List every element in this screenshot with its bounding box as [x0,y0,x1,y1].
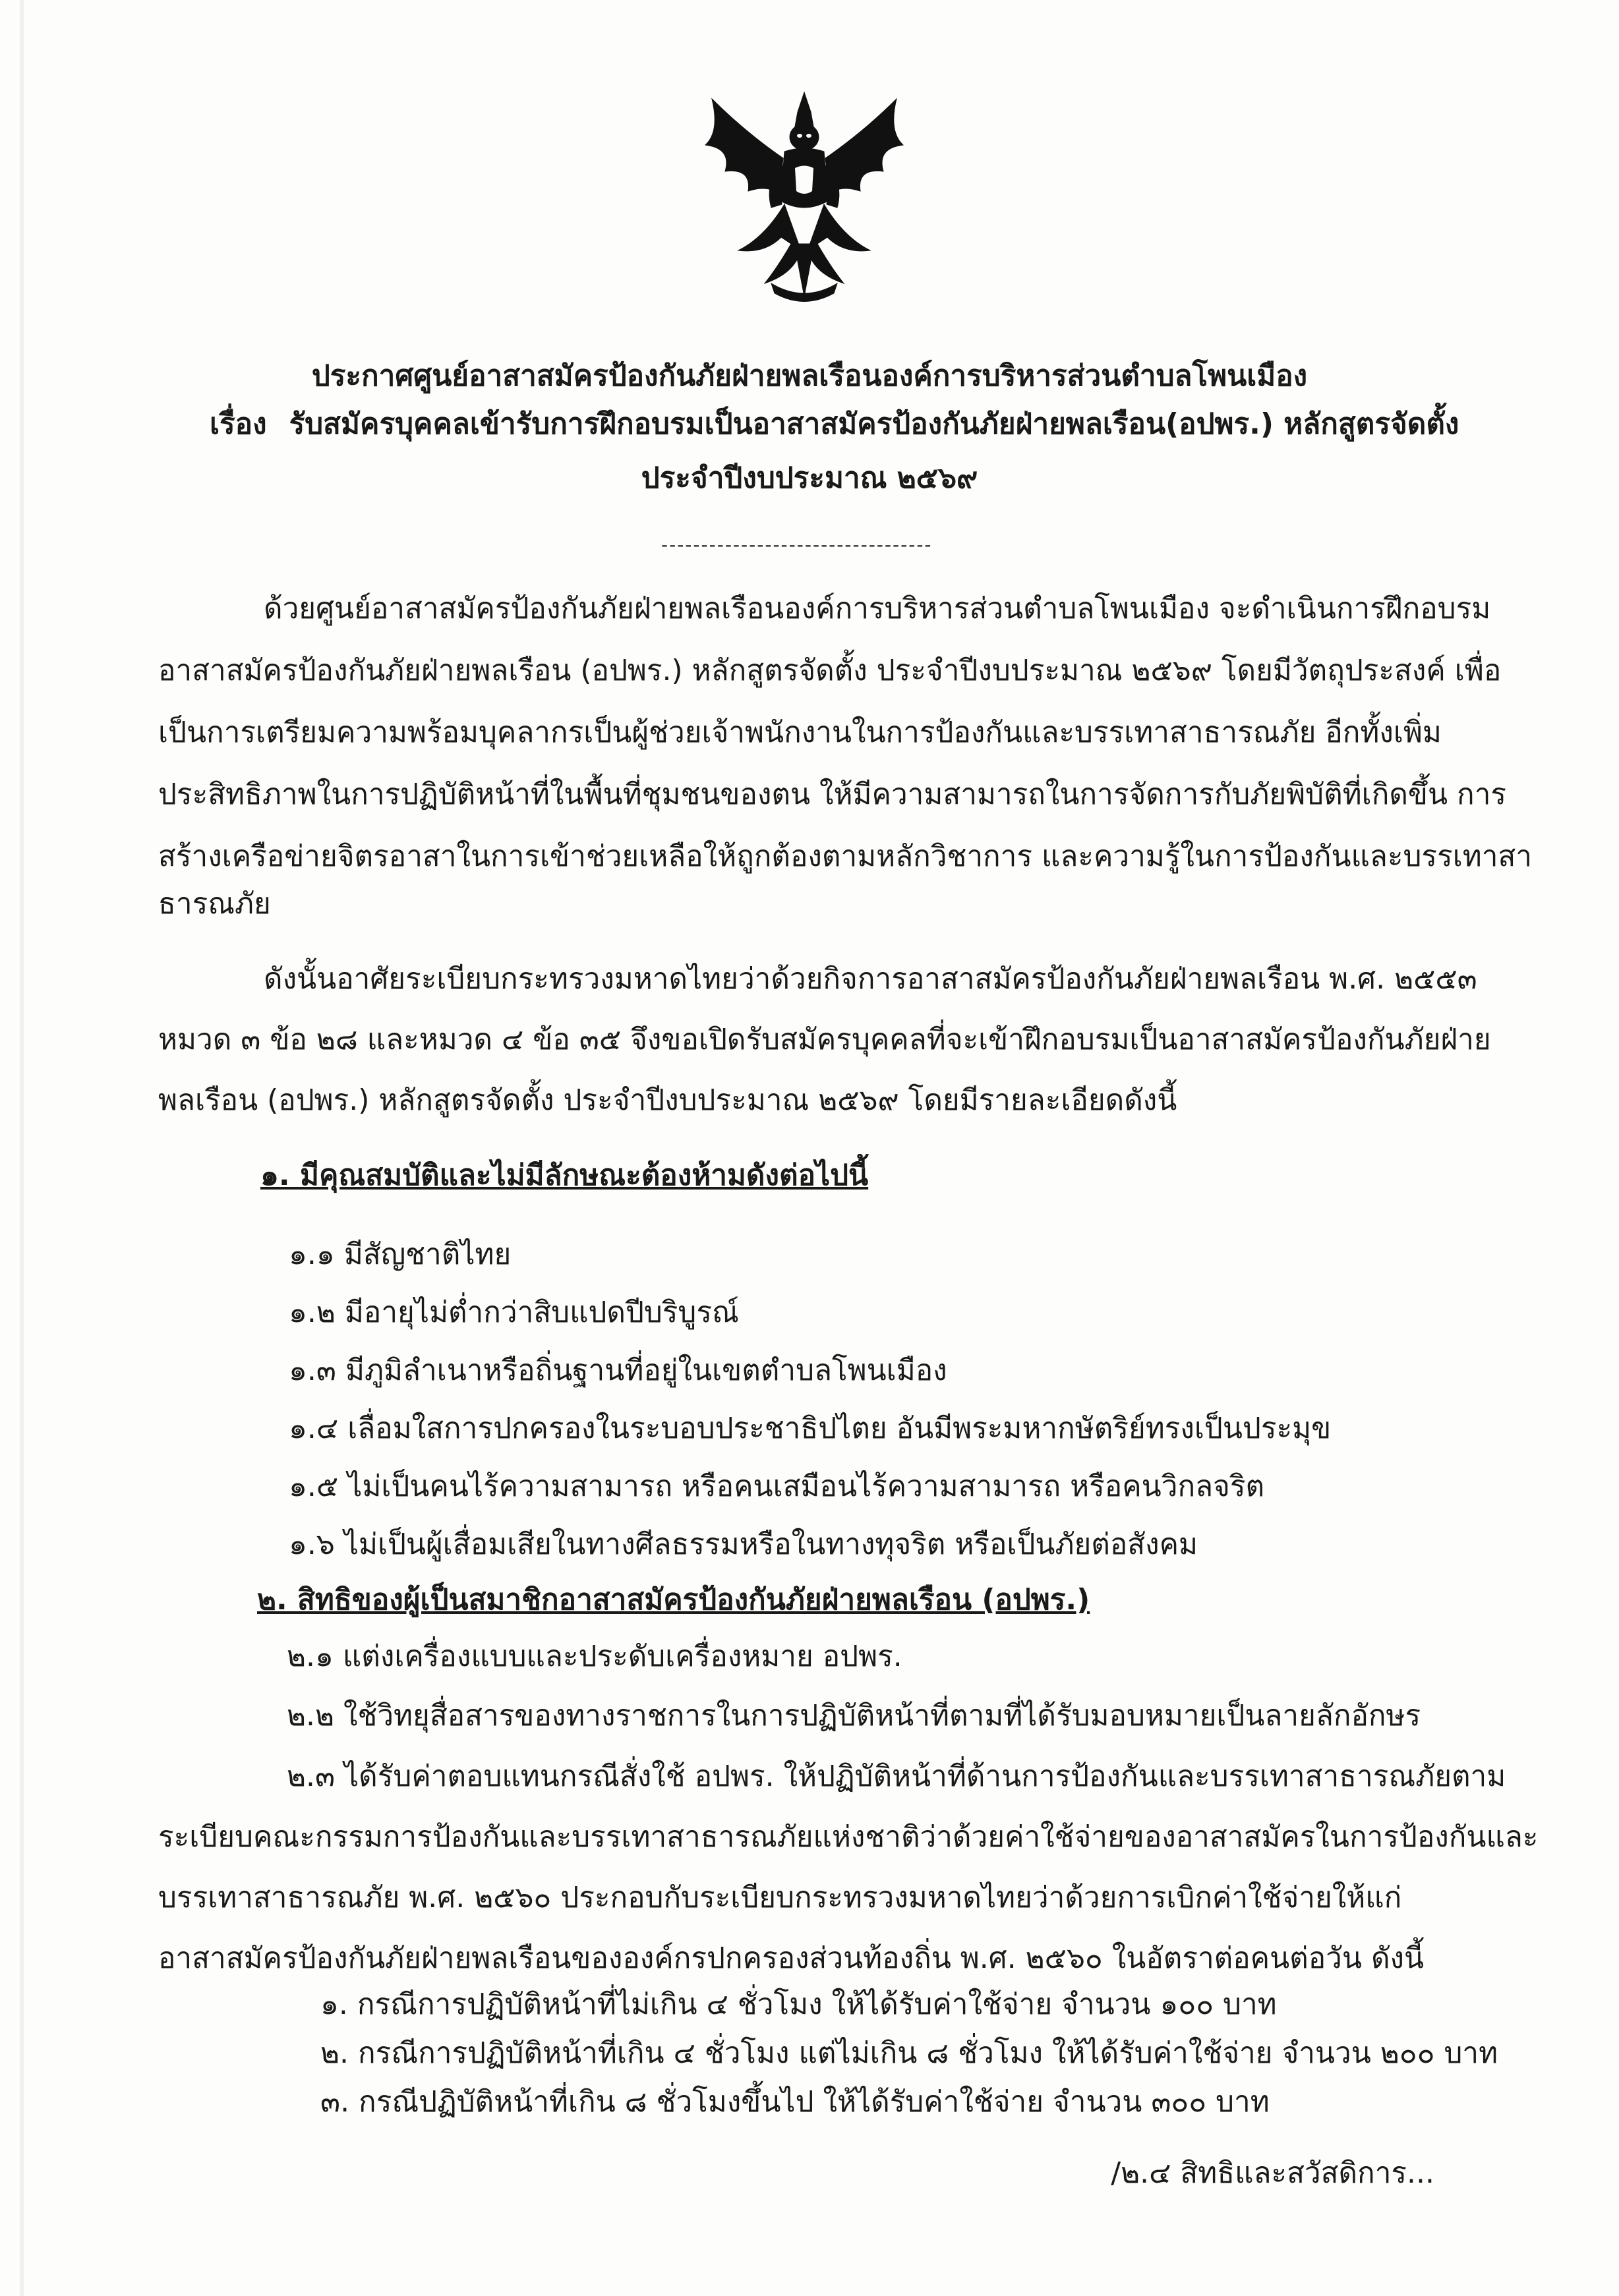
intro-line: เป็นการเตรียมความพร้อมบุคลากรเป็นผู้ช่วยเจ้าพนักงานในการป้องกันและบรรเทาสาธารณภัย อีกทั้งเพิ่ม [158,716,1442,749]
qualification-item: ๑.๕ ไม่เป็นคนไร้ความสามารถ หรือคนเสมือนไร้ความสามารถ หรือคนวิกลจริต [289,1470,1265,1503]
rate-item: ๑. กรณีการปฏิบัติหน้าที่ไม่เกิน ๔ ชั่วโมง ให้ได้รับค่าใช้จ่าย จำนวน ๑๐๐ บาท [320,1988,1277,2021]
scan-edge-shadow [20,0,24,2296]
basis-line: ดังนั้นอาศัยระเบียบกระทรวงมหาดไทยว่าด้วยกิจการอาสาสมัครป้องกันภัยฝ่ายพลเรือน พ.ศ. ๒๕๕๓ [264,962,1477,996]
section1-heading: ๑. มีคุณสมบัติและไม่มีลักษณะต้องห้ามดังต่อไปนี้ [260,1159,869,1192]
continuation-note: /๒.๔ สิทธิและสวัสดิการ... [1111,2156,1434,2190]
qualification-item: ๑.๒ มีอายุไม่ต่ำกว่าสิบแปดปีบริบูรณ์ [289,1296,739,1329]
title-separator: ---------------------------------- [661,534,933,556]
qualification-item: ๑.๑ มีสัญชาติไทย [289,1238,512,1271]
rights-item-continuation: บรรเทาสาธารณภัย พ.ศ. ๒๕๖๐ ประกอบกับระเบียบกระทรวงมหาดไทยว่าด้วยการเบิกค่าใช้จ่ายให้แก่ [158,1881,1402,1914]
qualification-item: ๑.๖ ไม่เป็นผู้เสื่อมเสียในทางศีลธรรมหรือในทางทุจริต หรือเป็นภัยต่อสังคม [289,1528,1198,1561]
rate-item: ๓. กรณีปฏิบัติหน้าที่เกิน ๘ ชั่วโมงขึ้นไป ให้ได้รับค่าใช้จ่าย จำนวน ๓๐๐ บาท [320,2085,1270,2119]
basis-line: พลเรือน (อปพร.) หลักสูตรจัดตั้ง ประจำปีงบประมาณ ๒๕๖๙ โดยมีรายละเอียดดังนี้ [158,1083,1177,1117]
intro-line: ธารณภัย [158,887,271,921]
rights-item: ๒.๑ แต่งเครื่องแบบและประดับเครื่องหมาย อปพร. [287,1640,902,1673]
intro-line: ประสิทธิภาพในการปฏิบัติหน้าที่ในพื้นที่ชุมชนของตน ให้มีความสามารถในการจัดการกับภัยพิบัติที่เกิดขึ้น การ [158,778,1507,811]
rights-item-continuation: ระเบียบคณะกรรมการป้องกันและบรรเทาสาธารณภัยแห่งชาติว่าด้วยค่าใช้จ่ายของอาสาสมัครในการป้องกันและ [158,1820,1539,1854]
subject-label: เรื่อง [210,407,267,441]
qualification-item: ๑.๔ เลื่อมใสการปกครองในระบอบประชาธิปไตย อันมีพระมหากษัตริย์ทรงเป็นประมุข [289,1412,1332,1445]
qualification-item: ๑.๓ มีภูมิลำเนาหรือถิ่นฐานที่อยู่ในเขตตำบลโพนเมือง [289,1354,947,1387]
intro-line: ด้วยศูนย์อาสาสมัครป้องกันภัยฝ่ายพลเรือนองค์การบริหารส่วนตำบลโพนเมือง จะดำเนินการฝึกอบรม [264,592,1491,625]
garuda-emblem-icon [666,86,943,310]
rights-item: ๒.๓ ได้รับค่าตอบแทนกรณีสั่งใช้ อปพร. ให้ปฏิบัติหน้าที่ด้านการป้องกันและบรรเทาสาธารณภัยตาม [287,1760,1506,1793]
rights-item-continuation: อาสาสมัครป้องกันภัยฝ่ายพลเรือนขององค์กรปกครองส่วนท้องถิ่น พ.ศ. ๒๕๖๐ ในอัตราต่อคนต่อวัน ดังนี้ [158,1941,1425,1975]
intro-line: อาสาสมัครป้องกันภัยฝ่ายพลเรือน (อปพร.) หลักสูตรจัดตั้ง ประจำปีงบประมาณ ๒๕๖๙ โดยมีวัตถุประสงค์ เพื่อ [158,654,1502,687]
rate-item: ๒. กรณีการปฏิบัติหน้าที่เกิน ๔ ชั่วโมง แต่ไม่เกิน ๘ ชั่วโมง ให้ได้รับค่าใช้จ่าย จำนวน ๒๐๐ บาท [320,2036,1498,2070]
basis-line: หมวด ๓ ข้อ ๒๘ และหมวด ๔ ข้อ ๓๕ จึงขอเปิดรับสมัครบุคคลที่จะเข้าฝึกอบรมเป็นอาสาสมัครป้องกันภัยฝ่าย [158,1023,1491,1056]
announcement-title: ประกาศศูนย์อาสาสมัครป้องกันภัยฝ่ายพลเรือนองค์การบริหารส่วนตำบลโพนเมือง [311,359,1308,393]
subject-line-2: ประจำปีงบประมาณ ๒๕๖๙ [641,461,978,495]
rights-item: ๒.๒ ใช้วิทยุสื่อสารของทางราชการในการปฏิบัติหน้าที่ตามที่ได้รับมอบหมายเป็นลายลักอักษร [287,1699,1421,1733]
intro-line: สร้างเครือข่ายจิตรอาสาในการเข้าช่วยเหลือให้ถูกต้องตามหลักวิชาการ และความรู้ในการป้องกันและบรรเทาสา [158,840,1533,873]
announcement-subject [210,401,1459,447]
subject-text: รับสมัครบุคคลเข้ารับการฝึกอบรมเป็นอาสาสมัครป้องกันภัยฝ่ายพลเรือน(อปพร.) หลักสูตรจัดตั้ง [289,407,1459,441]
section2-heading: ๒. สิทธิของผู้เป็นสมาชิกอาสาสมัครป้องกันภัยฝ่ายพลเรือน (อปพร.) [257,1583,1090,1617]
